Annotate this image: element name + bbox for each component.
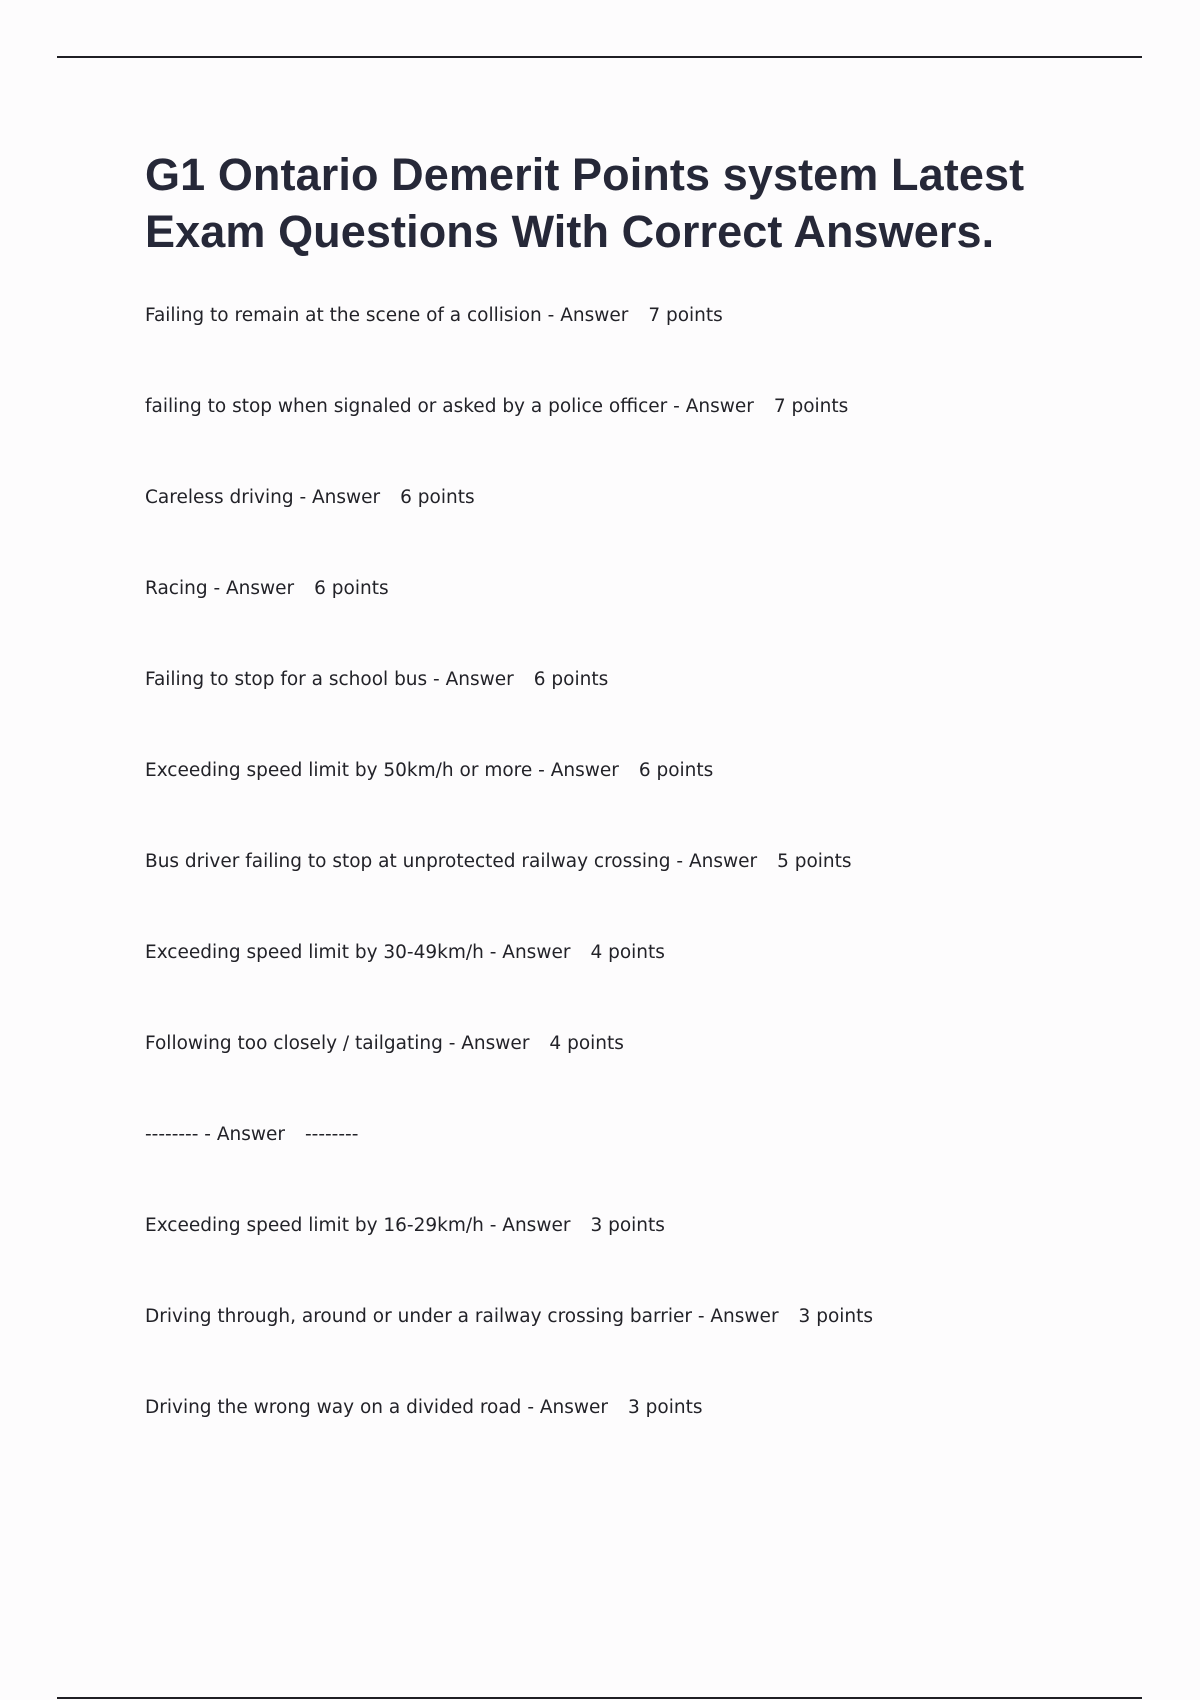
answer-value: 6 points: [314, 578, 389, 599]
question-text: Racing: [145, 578, 208, 599]
answer-label: Answer: [710, 1306, 779, 1327]
answer-label: Answer: [502, 1215, 571, 1236]
qa-item: Exceeding speed limit by 16-29km/h - Answer 3 points: [145, 1215, 665, 1236]
question-text: Failing to remain at the scene of a collision: [145, 305, 542, 326]
answer-label: Answer: [226, 578, 295, 599]
bottom-divider: [57, 1697, 1142, 1699]
qa-item: failing to stop when signaled or asked by a police officer - Answer 7 points: [145, 396, 849, 417]
answer-label: Answer: [560, 305, 629, 326]
question-text: Careless driving: [145, 487, 294, 508]
answer-label: Answer: [216, 1124, 285, 1145]
answer-value: 3 points: [590, 1215, 665, 1236]
qa-item: Failing to remain at the scene of a collision - Answer 7 points: [145, 305, 723, 326]
top-divider: [57, 56, 1142, 58]
qa-item: Exceeding speed limit by 30-49km/h - Answer 4 points: [145, 942, 665, 963]
answer-value: --------: [304, 1124, 359, 1145]
answer-value: 4 points: [549, 1033, 624, 1054]
question-text: Following too closely / tailgating: [145, 1033, 443, 1054]
qa-item: Careless driving - Answer 6 points: [145, 487, 475, 508]
answer-value: 3 points: [798, 1306, 874, 1327]
answer-value: 7 points: [648, 305, 723, 326]
answer-label: Answer: [685, 396, 754, 417]
answer-value: 3 points: [628, 1397, 703, 1418]
qa-item: Driving through, around or under a railway crossing barrier - Answer 3 points: [145, 1306, 874, 1327]
answer-value: 6 points: [400, 487, 475, 508]
question-text: Exceeding speed limit by 50km/h or more: [145, 760, 533, 781]
answer-label: Answer: [312, 487, 381, 508]
page-title: G1 Ontario Demerit Points system Latest Exam Questions With Correct Answers.: [145, 149, 1025, 257]
answer-value: 6 points: [638, 760, 714, 781]
answer-value: 5 points: [777, 851, 852, 872]
qa-item: Driving the wrong way on a divided road - Answer 3 points: [145, 1397, 703, 1418]
qa-item: Following too closely / tailgating - Answer 4 points: [145, 1033, 624, 1054]
qa-item: Racing - Answer 6 points: [145, 578, 389, 599]
question-text: Driving the wrong way on a divided road: [145, 1397, 522, 1418]
question-text: Exceeding speed limit by 30-49km/h: [145, 942, 484, 963]
question-text: Bus driver failing to stop at unprotected railway crossing: [145, 851, 671, 872]
question-text: Driving through, around or under a railway crossing barrier: [145, 1306, 692, 1327]
question-text: Failing to stop for a school bus: [145, 669, 428, 690]
qa-item: -------- - Answer --------: [145, 1124, 359, 1145]
answer-label: Answer: [502, 942, 571, 963]
answer-label: Answer: [688, 851, 758, 872]
question-text: failing to stop when signaled or asked by a police officer: [145, 396, 668, 417]
qa-list: [145, 302, 1145, 1485]
qa-item: Bus driver failing to stop at unprotected railway crossing - Answer 5 points: [145, 851, 852, 872]
answer-label: Answer: [461, 1033, 530, 1054]
answer-label: Answer: [445, 669, 514, 690]
qa-item: Exceeding speed limit by 50km/h or more - Answer 6 points: [145, 760, 714, 781]
question-text: --------: [145, 1124, 199, 1145]
answer-value: 6 points: [533, 669, 609, 690]
answer-label: Answer: [550, 760, 619, 781]
answer-value: 4 points: [590, 942, 665, 963]
qa-item: Failing to stop for a school bus - Answer 6 points: [145, 669, 609, 690]
question-text: Exceeding speed limit by 16-29km/h: [145, 1215, 484, 1236]
answer-label: Answer: [539, 1397, 609, 1418]
answer-value: 7 points: [773, 396, 849, 417]
